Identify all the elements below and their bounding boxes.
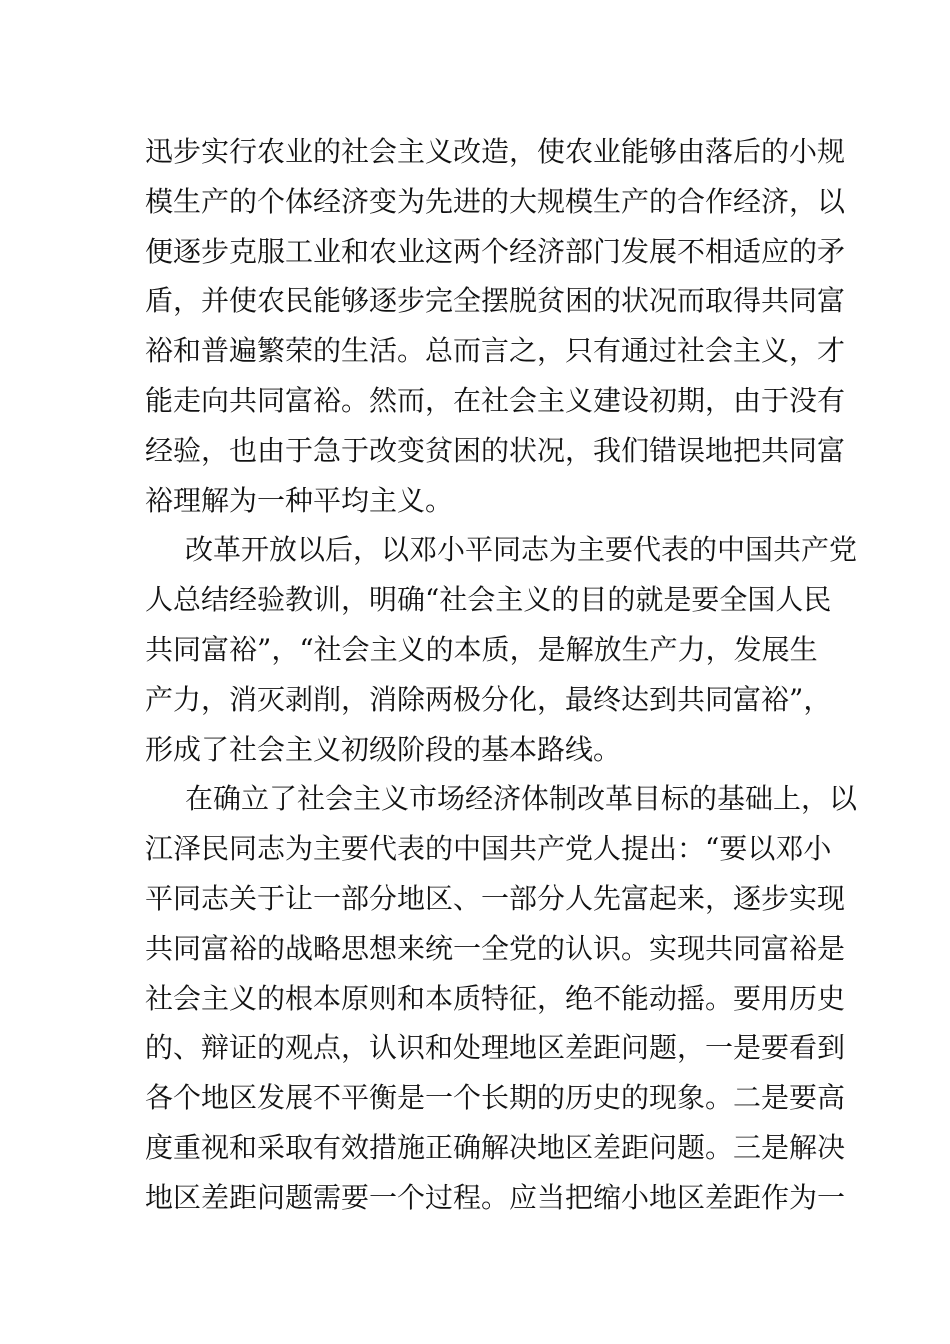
text-line: 人总结经验教训，明确“社会主义的目的就是要全国人民 bbox=[145, 583, 832, 617]
text-line: 便逐步克服工业和农业这两个经济部门发展不相适应的矛 bbox=[145, 234, 846, 268]
text-line: 迅步实行农业的社会主义改造，使农业能够由落后的小规 bbox=[145, 135, 846, 168]
body-text bbox=[145, 127, 858, 1223]
text-line: 模生产的个体经济变为先进的大规模生产的合作经济，以 bbox=[145, 184, 846, 218]
text-line: 裕和普遍繁荣的生活。总而言之，只有通过社会主义，才 bbox=[145, 334, 846, 368]
text-line: 地区差距问题需要一个过程。应当把缩小地区差距作为一 bbox=[145, 1180, 846, 1214]
paragraph-first-line: 改革开放以后，以邓小平同志为主要代表的中国共产党 bbox=[185, 533, 858, 567]
paragraph-first-line: 在确立了社会主义市场经济体制改革目标的基础上，以 bbox=[185, 782, 858, 816]
text-line: 各个地区发展不平衡是一个长期的历史的现象。二是要高 bbox=[145, 1081, 846, 1115]
text-line: 盾，并使农民能够逐步完全摆脱贫困的状况而取得共同富 bbox=[145, 284, 846, 318]
text-line: 度重视和采取有效措施正确解决地区差距问题。三是解决 bbox=[145, 1130, 846, 1164]
text-line: 经验，也由于急于改变贫困的状况，我们错误地把共同富 bbox=[145, 433, 846, 467]
text-line: 裕理解为一种平均主义。 bbox=[145, 483, 454, 517]
text-line: 社会主义的根本原则和本质特征，绝不能动摇。要用历史 bbox=[145, 981, 846, 1015]
text-line: 形成了社会主义初级阶段的基本路线。 bbox=[145, 732, 622, 766]
text-line: 共同富裕”，“社会主义的本质，是解放生产力，发展生 bbox=[145, 632, 818, 666]
text-line: 共同富裕的战略思想来统一全党的认识。实现共同富裕是 bbox=[145, 931, 846, 965]
text-line: 产力，消灭剥削，消除两极分化，最终达到共同富裕”， bbox=[145, 682, 832, 716]
text-line: 的、辩证的观点，认识和处理地区差距问题，一是要看到 bbox=[145, 1031, 846, 1065]
text-line: 江泽民同志为主要代表的中国共产党人提出：“要以邓小 bbox=[145, 832, 832, 866]
text-line: 平同志关于让一部分地区、一部分人先富起来，逐步实现 bbox=[145, 881, 846, 915]
text-line: 能走向共同富裕。然而，在社会主义建设初期，由于没有 bbox=[145, 383, 846, 417]
